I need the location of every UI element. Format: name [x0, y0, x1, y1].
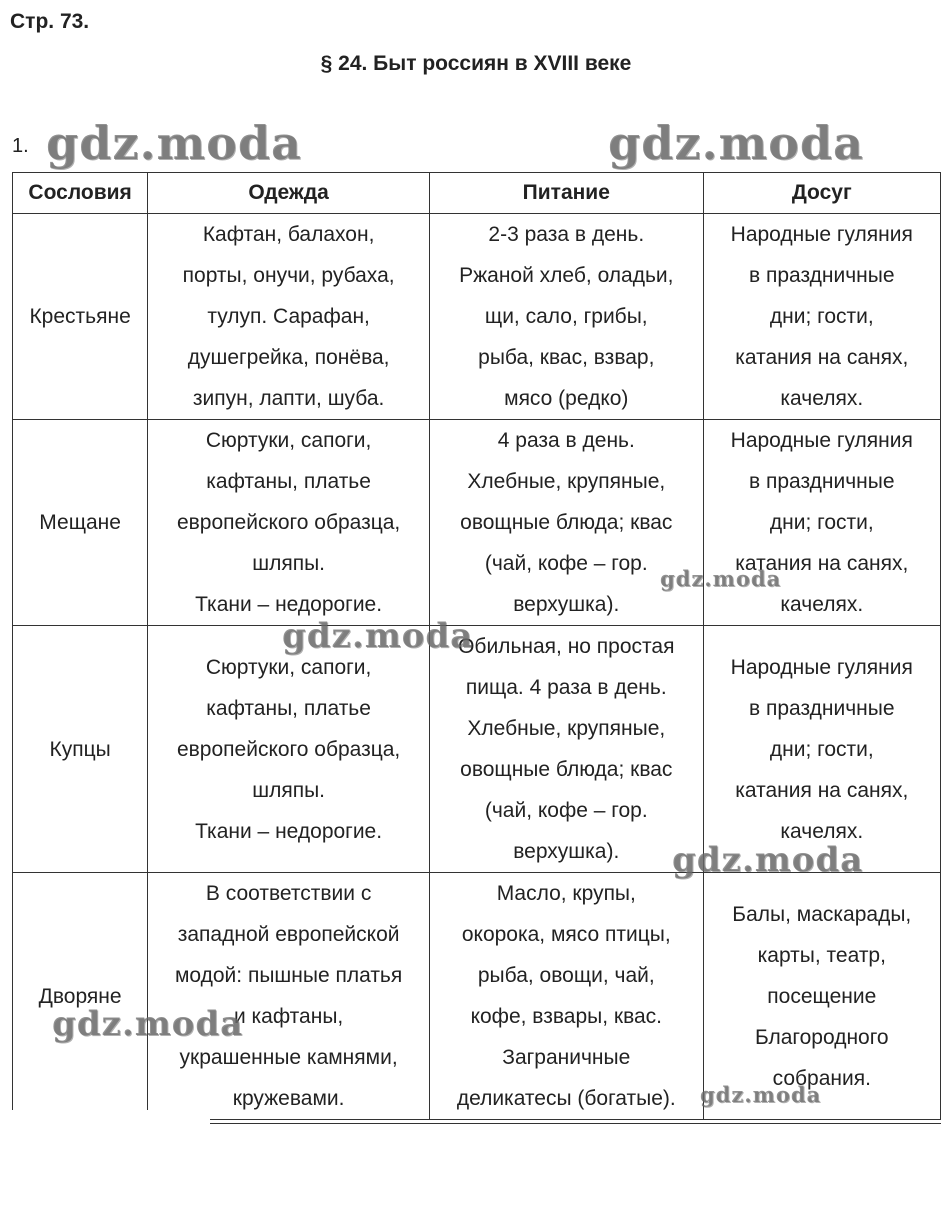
- cell-line: катания на санях,: [735, 778, 909, 802]
- task-number: 1.: [12, 135, 29, 157]
- watermark: gdz.moda: [52, 1004, 244, 1044]
- cell-line: верхушка).: [513, 840, 620, 863]
- cell-estate: Крестьяне: [13, 214, 148, 420]
- cell-line: Хлебные, крупяные,: [467, 717, 666, 740]
- cell-line: Сюртуки, сапоги,: [205, 655, 372, 679]
- cell-clothes: [148, 626, 430, 873]
- watermark: gdz.moda: [700, 1082, 822, 1107]
- table-bottom-border: [210, 1123, 941, 1124]
- cell-estate: Купцы: [13, 626, 148, 873]
- cell-line: в праздничные: [749, 696, 895, 720]
- cell-food: [430, 420, 704, 626]
- cell-estate: Дворяне: [13, 873, 148, 1120]
- cell-line: модой: пышные платья: [174, 964, 403, 987]
- cell-food: [430, 626, 704, 873]
- watermark: gdz.moda: [660, 566, 782, 591]
- cell-leisure: [703, 214, 940, 420]
- cell-line: порты, онучи, рубаха,: [182, 264, 395, 287]
- cell-food: [430, 214, 704, 420]
- cell-leisure: [703, 626, 940, 873]
- cell-line: Народные гуляния: [730, 223, 913, 246]
- cell-line: шляпы.: [252, 778, 325, 802]
- cell-clothes: [148, 873, 430, 1120]
- page-reference: Стр. 73.: [10, 10, 90, 33]
- cell-line: Ткани – недорогие.: [195, 593, 383, 616]
- cell-line: дни; гости,: [769, 511, 874, 534]
- watermark: gdz.moda: [608, 116, 864, 170]
- cell-line: Кафтан, балахон,: [202, 223, 375, 246]
- cell-line: окорока, мясо птицы,: [461, 923, 671, 946]
- cell-line: В соответствии с: [205, 882, 372, 905]
- cell-line: Благородного: [754, 1025, 889, 1049]
- cell-line: посещение: [767, 984, 877, 1008]
- cell-line: карты, театр,: [757, 943, 886, 967]
- cell-line: Обильная, но простая: [458, 635, 675, 658]
- cell-line: рыба, овощи, чай,: [477, 964, 655, 987]
- cell-line: качелях.: [780, 593, 864, 616]
- cell-line: Народные гуляния: [730, 655, 913, 679]
- cell-line: кружевами.: [232, 1087, 345, 1110]
- cell-line: тулуп. Сарафан,: [207, 305, 370, 328]
- cell-line: Ткани – недорогие.: [195, 819, 383, 843]
- cell-line: пища. 4 раза в день.: [465, 676, 667, 699]
- cell-clothes: [148, 214, 430, 420]
- cell-line: дни; гости,: [769, 305, 874, 328]
- table-row: [13, 214, 941, 420]
- table-row: [13, 420, 941, 626]
- table-row: [13, 626, 941, 873]
- cell-leisure: [703, 420, 940, 626]
- cell-line: Балы, маскарады,: [732, 902, 912, 926]
- watermark: gdz.moda: [46, 116, 302, 170]
- watermark: gdz.moda: [282, 616, 474, 656]
- cell-line: рыба, квас, взвар,: [478, 346, 655, 369]
- column-header-estate: Сословия: [13, 173, 148, 214]
- cell-leisure: [703, 873, 940, 1120]
- cell-line: верхушка).: [513, 593, 620, 616]
- cell-clothes: [148, 420, 430, 626]
- column-header-leisure: Досуг: [703, 173, 940, 214]
- cell-line: Ржаной хлеб, оладьи,: [459, 264, 674, 287]
- cell-line: дни; гости,: [769, 737, 874, 761]
- cell-line: овощные блюда; квас: [460, 758, 673, 781]
- cell-line: щи, сало, грибы,: [484, 305, 648, 328]
- cell-line: 2-3 раза в день.: [488, 223, 645, 246]
- cell-line: мясо (редко): [504, 387, 629, 410]
- section-title: § 24. Быт россиян в XVIII веке: [320, 52, 632, 75]
- cell-line: европейского образца,: [176, 737, 401, 761]
- cell-line: качелях.: [780, 819, 864, 843]
- cell-line: Масло, крупы,: [496, 882, 636, 905]
- column-header-clothes: Одежда: [148, 173, 430, 214]
- cell-line: Заграничные: [502, 1046, 631, 1069]
- cell-line: Народные гуляния: [730, 429, 913, 452]
- cell-line: (чай, кофе – гор.: [484, 799, 648, 822]
- cell-line: кафтаны, платье: [206, 696, 371, 720]
- cell-line: шляпы.: [252, 552, 325, 575]
- table-row: [13, 873, 941, 1120]
- cell-line: западной европейской: [177, 923, 400, 946]
- cell-line: Хлебные, крупяные,: [467, 470, 666, 493]
- cell-line: качелях.: [780, 387, 864, 410]
- cell-line: и кафтаны,: [233, 1005, 344, 1028]
- table-header-row: [13, 173, 941, 214]
- cell-line: Сюртуки, сапоги,: [205, 429, 372, 452]
- cell-line: украшенные камнями,: [179, 1046, 398, 1069]
- cell-line: (чай, кофе – гор.: [484, 552, 648, 575]
- cell-line: душегрейка, понёва,: [187, 346, 390, 369]
- cell-line: в праздничные: [749, 264, 895, 287]
- cell-food: [430, 873, 704, 1120]
- cell-line: катания на санях,: [735, 346, 909, 369]
- daily-life-table: [12, 172, 941, 1120]
- cell-line: зипун, лапти, шуба.: [192, 387, 385, 410]
- cell-line: 4 раза в день.: [497, 429, 635, 452]
- cell-line: собрания.: [772, 1066, 871, 1090]
- cell-line: овощные блюда; квас: [460, 511, 673, 534]
- cell-line: деликатесы (богатые).: [456, 1087, 676, 1110]
- cell-line: кофе, взвары, квас.: [470, 1005, 663, 1028]
- cell-estate: Мещане: [13, 420, 148, 626]
- cell-line: катания на санях,: [735, 552, 909, 575]
- column-header-food: Питание: [430, 173, 704, 214]
- cell-line: кафтаны, платье: [206, 470, 371, 493]
- page-blank-area: [0, 1110, 210, 1130]
- watermark: gdz.moda: [672, 840, 864, 880]
- cell-line: в праздничные: [749, 470, 895, 493]
- cell-line: европейского образца,: [176, 511, 401, 534]
